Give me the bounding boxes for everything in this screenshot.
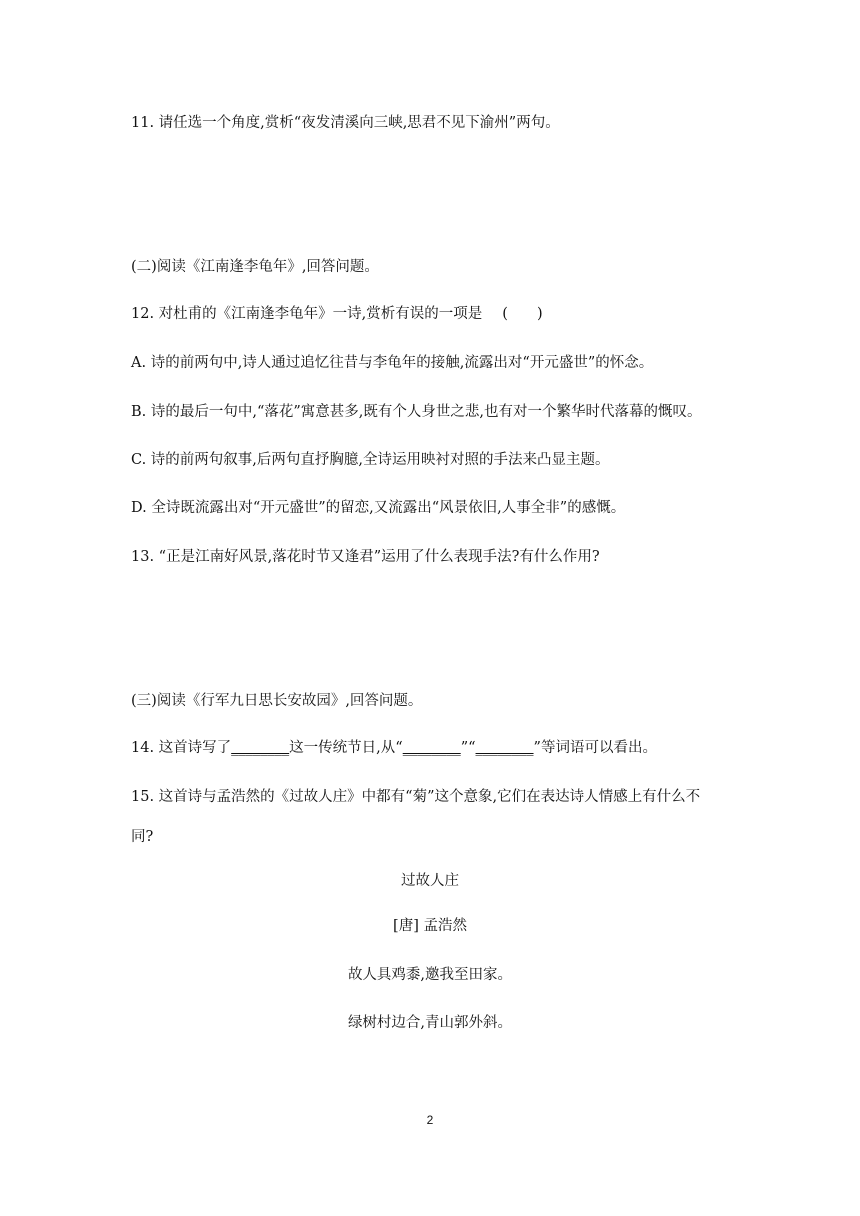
poem-line-1: 故人具鸡黍,邀我至田家。: [347, 967, 513, 983]
fill-blank-1: ________: [231, 740, 290, 756]
q14-part-a: 14. 这首诗写了: [131, 740, 232, 756]
poem-title: 过故人庄: [401, 873, 459, 889]
question-11: 11. 请任选一个角度,赏析“夜发清溪向三峡,思君不见下渝州”两句。: [131, 115, 560, 131]
question-14: [131, 738, 657, 758]
fill-blank-3: ________: [475, 740, 534, 756]
option-a: A. 诗的前两句中,诗人通过追忆往昔与李龟年的接触,流露出对“开元盛世”的怀念。: [131, 355, 654, 371]
option-d: D. 全诗既流露出对“开元盛世”的留恋,又流露出“风景依旧,人事全非”的感慨。: [131, 500, 626, 516]
section-3-heading: (三)阅读《行军九日思长安故园》,回答问题。: [131, 693, 423, 709]
q14-part-b: 这一传统节日,从“: [289, 740, 403, 756]
section-2-heading: (二)阅读《江南逢李龟年》,回答问题。: [131, 259, 379, 275]
fill-blank-2: ________: [402, 740, 461, 756]
q14-part-c: ”“: [460, 740, 476, 756]
page-number: 2: [426, 1113, 434, 1127]
question-15-line-1: 15. 这首诗与孟浩然的《过故人庄》中都有“菊”这个意象,它们在表达诗人情感上有什么不: [131, 789, 701, 805]
option-b: B. 诗的最后一句中,“落花”寓意甚多,既有个人身世之悲,也有对一个繁华时代落幕的慨叹。: [131, 404, 702, 420]
question-15-line-2: 同?: [131, 829, 154, 845]
q14-part-d: ”等词语可以看出。: [533, 740, 657, 756]
question-12-stem: [131, 304, 543, 324]
answer-parentheses: ( ): [502, 306, 543, 322]
question-13: 13. “正是江南好风景,落花时节又逢君”运用了什么表现手法?有什么作用?: [131, 549, 600, 565]
option-c: C. 诗的前两句叙事,后两句直抒胸臆,全诗运用映衬对照的手法来凸显主题。: [131, 452, 610, 468]
poem-author: [唐] 孟浩然: [393, 918, 467, 934]
poem-line-2: 绿树村边合,青山郭外斜。: [347, 1015, 513, 1031]
question-12-text: 12. 对杜甫的《江南逢李龟年》一诗,赏析有误的一项是: [131, 306, 483, 322]
